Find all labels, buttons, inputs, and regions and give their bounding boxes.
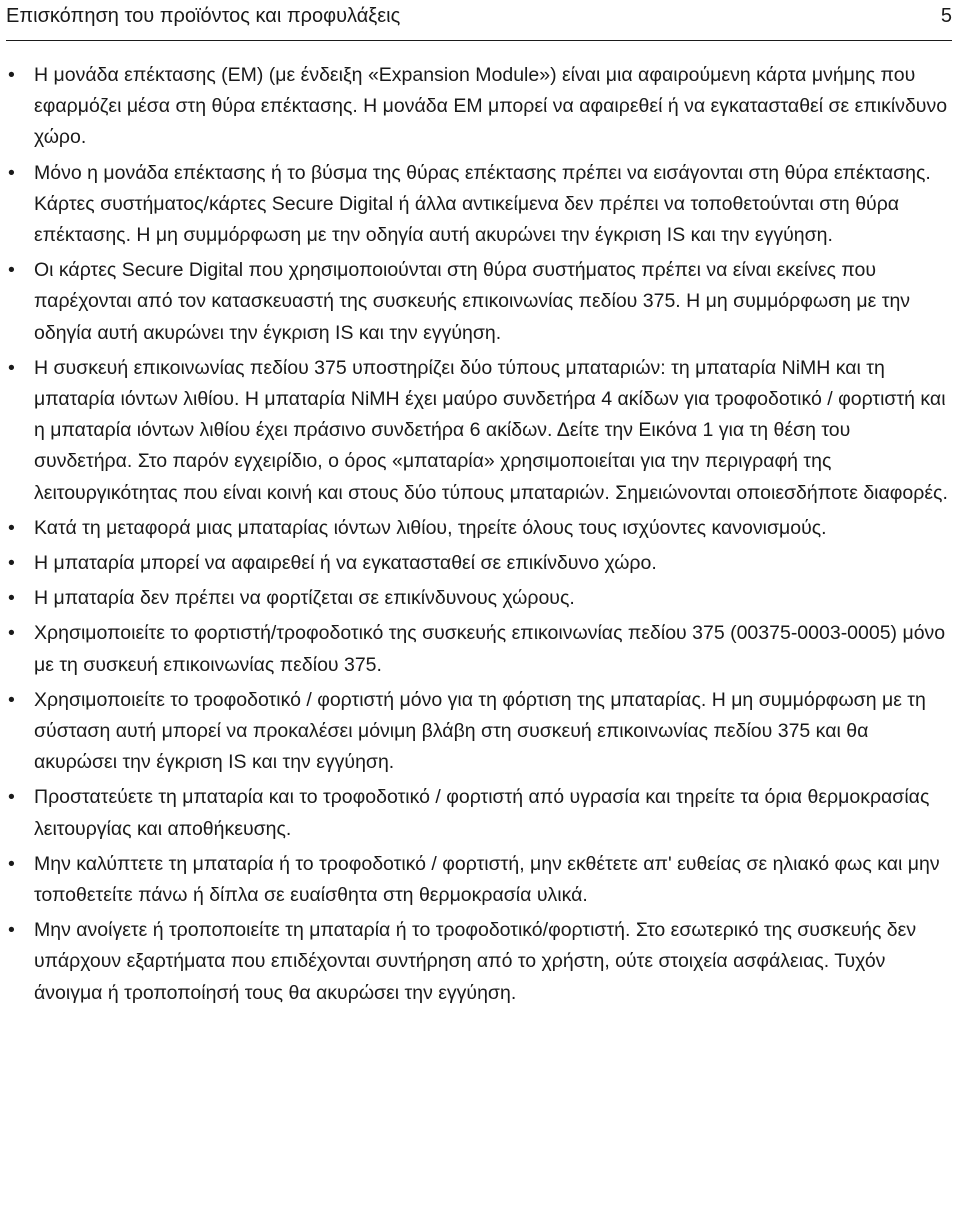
bullet-icon: •	[8, 161, 15, 184]
section-title: Επισκόπηση του προϊόντος και προφυλάξεις	[6, 5, 401, 27]
list-item	[0, 915, 960, 1009]
bullet-icon: •	[8, 919, 15, 942]
list-item	[0, 353, 960, 509]
list-item	[0, 685, 960, 779]
list-item-text: Η μπαταρία μπορεί να αφαιρεθεί ή να εγκατασταθεί σε επικίνδυνο χώρο.	[34, 552, 657, 575]
list-item-text: Χρησιμοποιείτε το τροφοδοτικό / φορτιστή μόνο για τη φόρτιση της μπαταρίας. Η μη συμμόρφωση με τη σύσταση αυτή μπορεί να προκαλέσει μόνιμη βλάβη στη συσκευή επικοινωνίας πεδίου 375 και θα ακυρώσει την έγκριση IS και την εγγύηση.	[34, 688, 926, 774]
bullet-icon: •	[8, 552, 15, 575]
bullet-icon: •	[8, 688, 15, 711]
list-item-text: Η μπαταρία δεν πρέπει να φορτίζεται σε επικίνδυνους χώρους.	[34, 587, 575, 610]
bullet-icon: •	[8, 516, 15, 539]
bullet-icon: •	[8, 587, 15, 610]
page-number: 5	[940, 5, 952, 27]
list-item	[0, 60, 960, 154]
bullet-icon: •	[8, 259, 15, 282]
list-item-text: Μην ανοίγετε ή τροποποιείτε τη μπαταρία ή το τροφοδοτικό/φορτιστή. Στο εσωτερικό της συσκευής δεν υπάρχουν εξαρτήματα που επιδέχονται συντήρηση από το χρήστη, ούτε στοιχεία ασφάλειας. Τυχόν άνοιγμα ή τροποποίησή τους θα ακυρώσει την εγγύηση.	[34, 919, 917, 1004]
list-item	[0, 158, 960, 252]
list-item-text: Μόνο η μονάδα επέκτασης ή το βύσμα της θύρας επέκτασης πρέπει να εισάγονται στη θύρα επέκτασης. Κάρτες συστήματος/κάρτες Secure Digital ή άλλα αντικείμενα δεν πρέπει να τοποθετούνται στη θύρα επέκτασης. Η μη συμμόρφωση με την οδηγία αυτή ακυρώνει την έγκριση IS και την εγγύηση.	[34, 161, 931, 247]
bullet-icon: •	[8, 786, 15, 809]
bullet-icon: •	[8, 622, 15, 645]
precautions-list	[0, 60, 960, 1013]
page-header	[6, 0, 952, 41]
list-item	[0, 513, 960, 544]
list-item-text: Χρησιμοποιείτε το φορτιστή/τροφοδοτικό της συσκευής επικοινωνίας πεδίου 375 (00375-0003-0005) μόνο με τη συσκευή επικοινωνίας πεδίου 375.	[34, 622, 946, 676]
bullet-icon: •	[8, 852, 15, 875]
bullet-icon: •	[8, 356, 15, 379]
list-item-text: Κατά τη μεταφορά μιας μπαταρίας ιόντων λιθίου, τηρείτε όλους τους ισχύοντες κανονισμούς.	[34, 516, 827, 539]
list-item	[0, 255, 960, 349]
list-item-text: Μην καλύπτετε τη μπαταρία ή το τροφοδοτικό / φορτιστή, μην εκθέτετε απ' ευθείας σε ηλιακό φως και μην τοποθετείτε πάνω ή δίπλα σε ευαίσθητα στη θερμοκρασία υλικά.	[34, 852, 940, 907]
list-item	[0, 782, 960, 844]
bullet-icon: •	[8, 64, 15, 86]
list-item-text: Η μονάδα επέκτασης (EM) (με ένδειξη «Expansion Module») είναι μια αφαιρούμενη κάρτα μνήμης που εφαρμόζει μέσα στη θύρα επέκτασης. Η μονάδα EM μπορεί να αφαιρεθεί ή να εγκατασταθεί σε επικίνδυνο χώρο.	[34, 64, 948, 149]
list-item-text: Οι κάρτες Secure Digital που χρησιμοποιούνται στη θύρα συστήματος πρέπει να είναι εκείνες που παρέχονται από τον κατασκευαστή της συσκευής επικοινωνίας πεδίου 375. Η μη συμμόρφωση με την οδηγία αυτή ακυρώνει την έγκριση IS και την εγγύηση.	[34, 259, 911, 344]
list-item	[0, 618, 960, 680]
list-item	[0, 583, 960, 614]
list-item	[0, 548, 960, 579]
list-item	[0, 849, 960, 911]
list-item-text: Προστατεύετε τη μπαταρία και το τροφοδοτικό / φορτιστή από υγρασία και τηρείτε τα όρια θερμοκρασίας λειτουργίας και αποθήκευσης.	[34, 786, 930, 840]
list-item-text: Η συσκευή επικοινωνίας πεδίου 375 υποστηρίζει δύο τύπους μπαταριών: τη μπαταρία NiMH και τη μπαταρία ιόντων λιθίου. Η μπαταρία NiMH έχει μαύρο συνδετήρα 4 ακίδων για τροφοδοτικό / φορτιστή και η μπαταρία ιόντων λιθίου έχει πράσινο συνδετήρα 6 ακίδων. Δείτε την Εικόνα 1 για τη θέση του συνδετήρα. Στο παρόν εγχειρίδιο, ο όρος «μπαταρία» χρησιμοποιείται για την περιγραφή της λειτουργικότητας που είναι κοινή και στους δύο τύπους μπαταριών. Σημειώνονται οποιεσδήποτε διαφορές.	[34, 356, 948, 504]
